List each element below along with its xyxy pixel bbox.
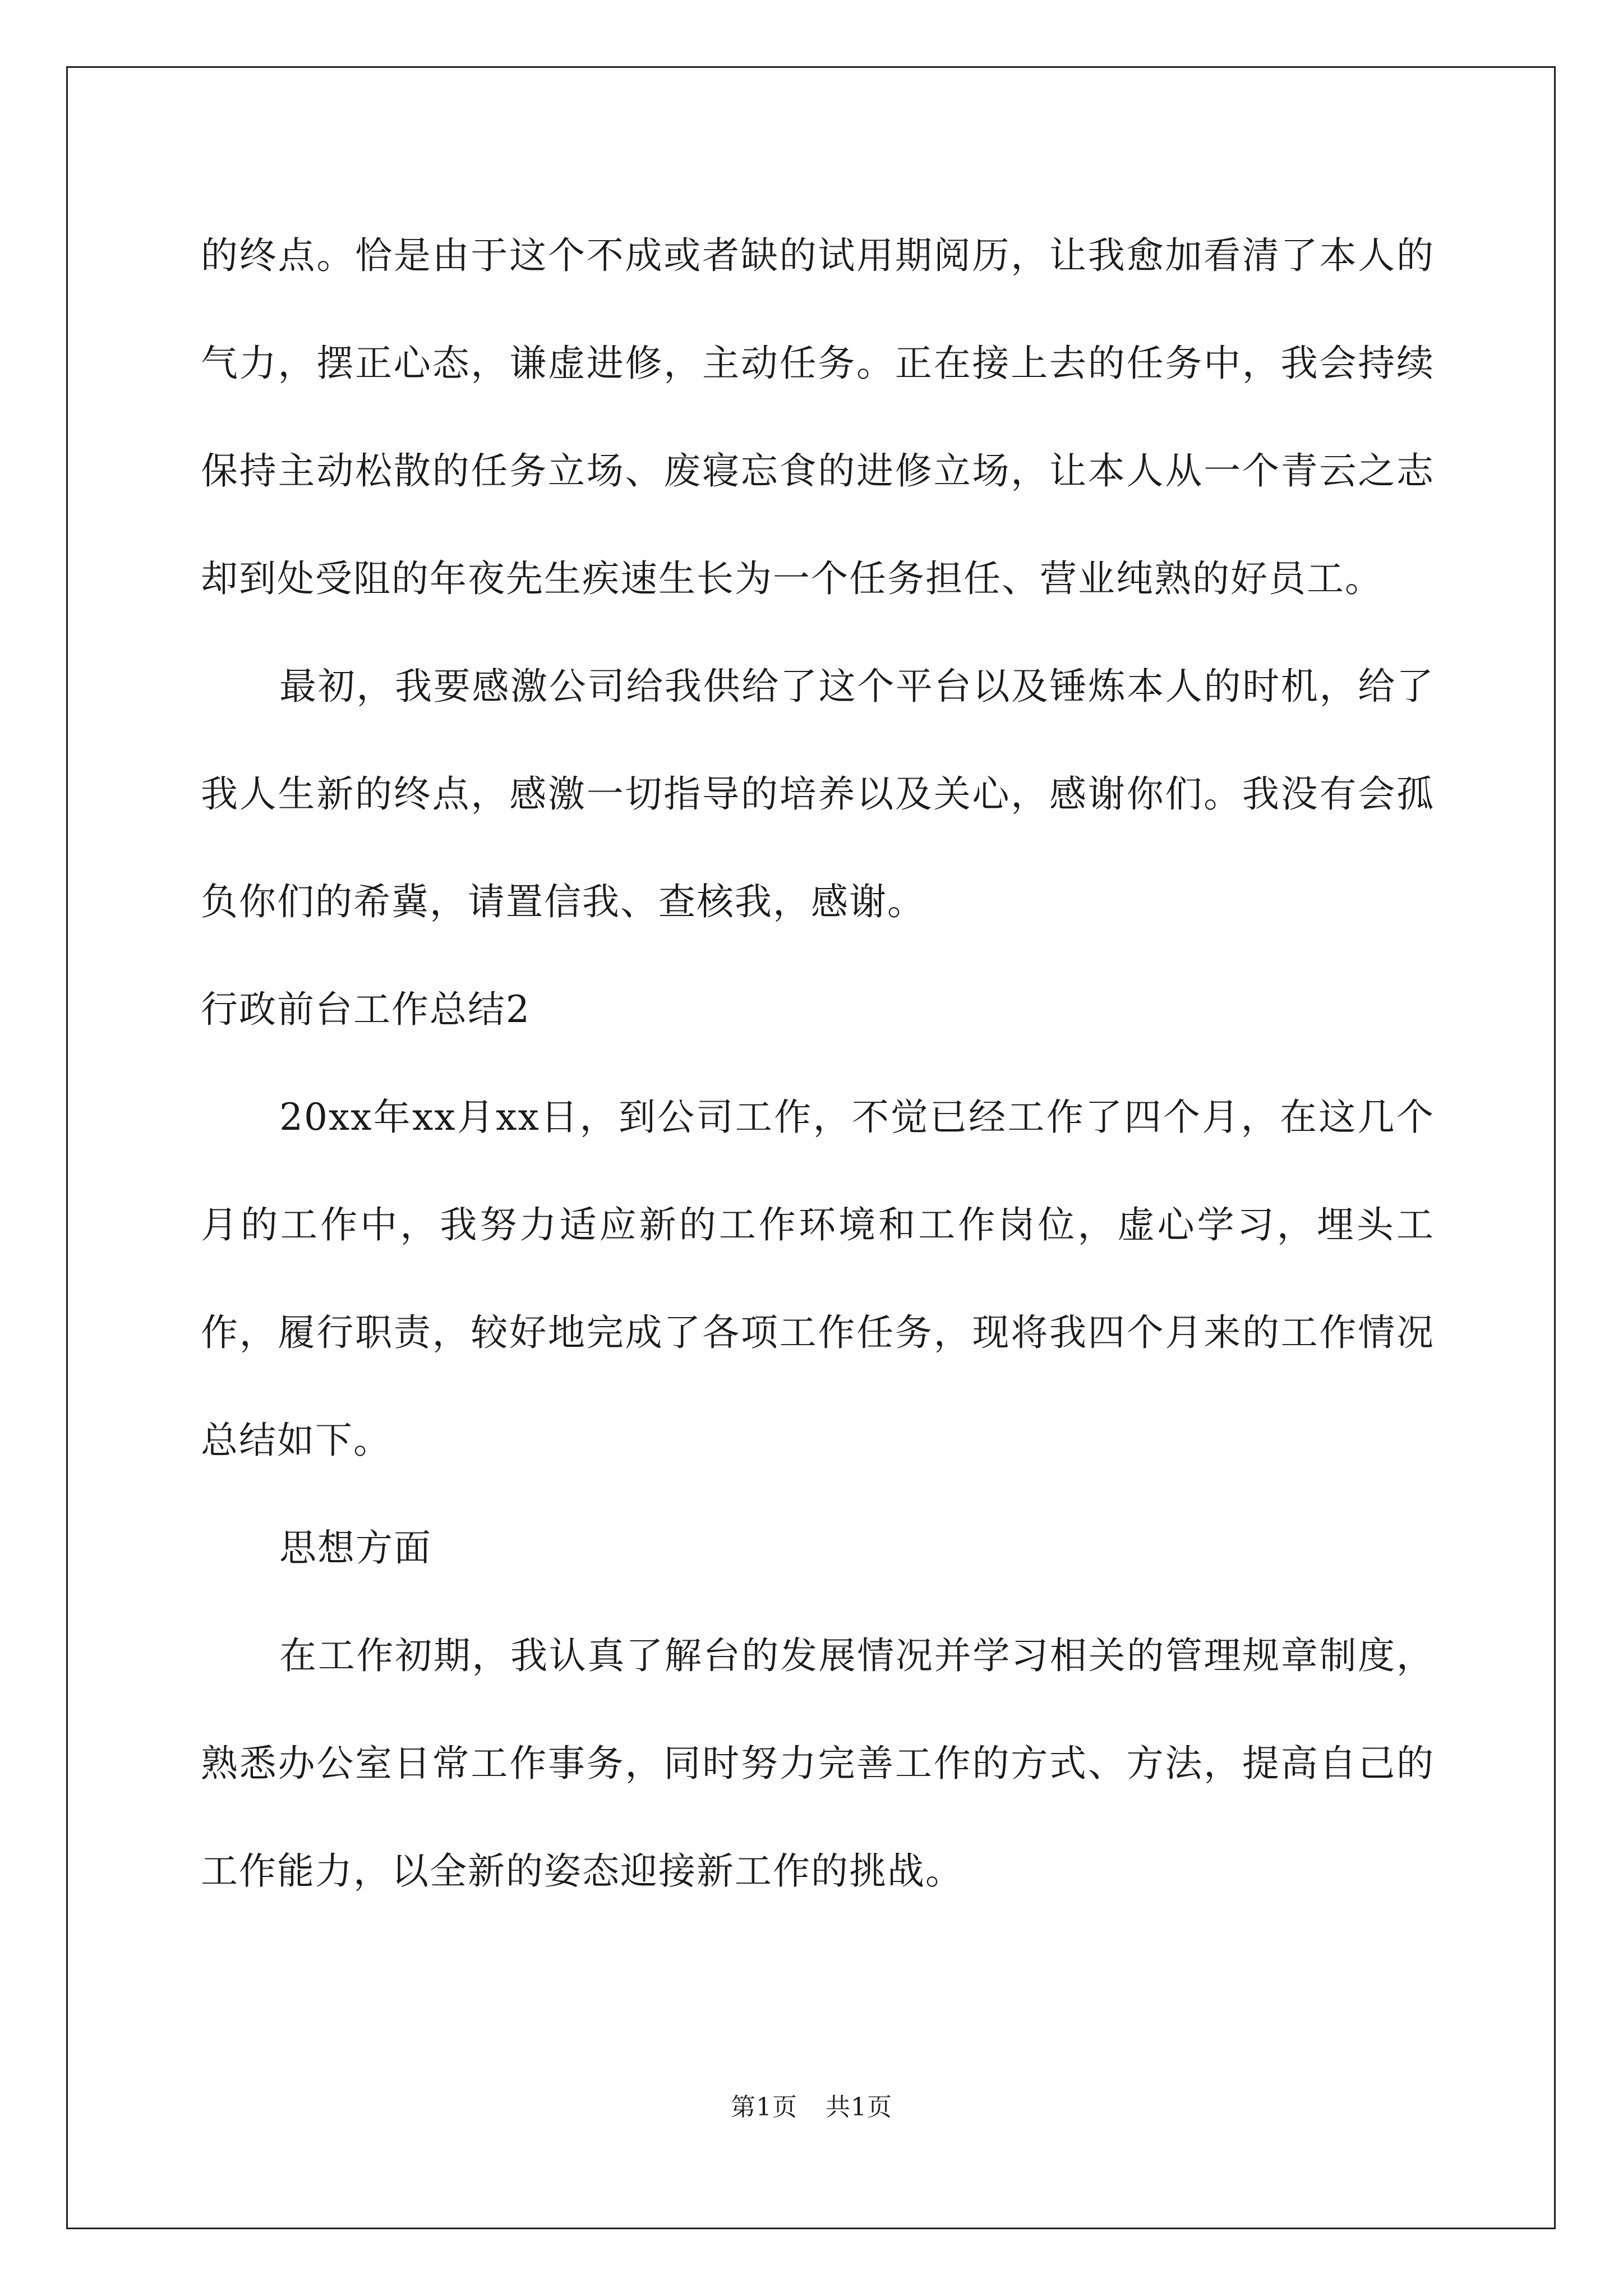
paragraph-3: 20xx年xx月xx日，到公司工作，不觉已经工作了四个月，在这几个月的工作中，我努力适应新的工作环境和工作岗位，虚心学习，埋头工作，履行职责，较好地完成了各项工作任务，现将我四个月来的工作情况总结如下。 <box>201 1096 1435 1462</box>
page-number: 第1页 <box>731 2093 797 2122</box>
paragraph-2: 最初，我要感激公司给我供给了这个平台以及锤炼本人的时机，给了我人生新的终点，感激一切指导的培养以及关心，感谢你们。我没有会孤负你们的希冀，请置信我、查核我，感谢。 <box>201 665 1435 923</box>
document-body <box>201 202 1435 1925</box>
section-title: 行政前台工作总结2 <box>201 988 531 1031</box>
paragraph-5: 在工作初期，我认真了解台的发展情况并学习相关的管理规章制度，熟悉办公室日常工作事务，同时努力完善工作的方式、方法，提高自己的工作能力，以全新的姿态迎接新工作的挑战。 <box>201 1634 1435 1893</box>
paragraph-1: 的终点。恰是由于这个不成或者缺的试用期阅历，让我愈加看清了本人的气力，摆正心态，谦虚进修，主动任务。正在接上去的任务中，我会持续保持主动松散的任务立场、废寝忘食的进修立场，让本人从一个青云之志却到处受阻的年夜先生疾速生长为一个任务担任、营业纯熟的好员工。 <box>201 234 1435 600</box>
subheading-thought: 思想方面 <box>279 1526 432 1570</box>
page-footer <box>0 2087 1623 2123</box>
page-total: 共1页 <box>826 2093 892 2122</box>
